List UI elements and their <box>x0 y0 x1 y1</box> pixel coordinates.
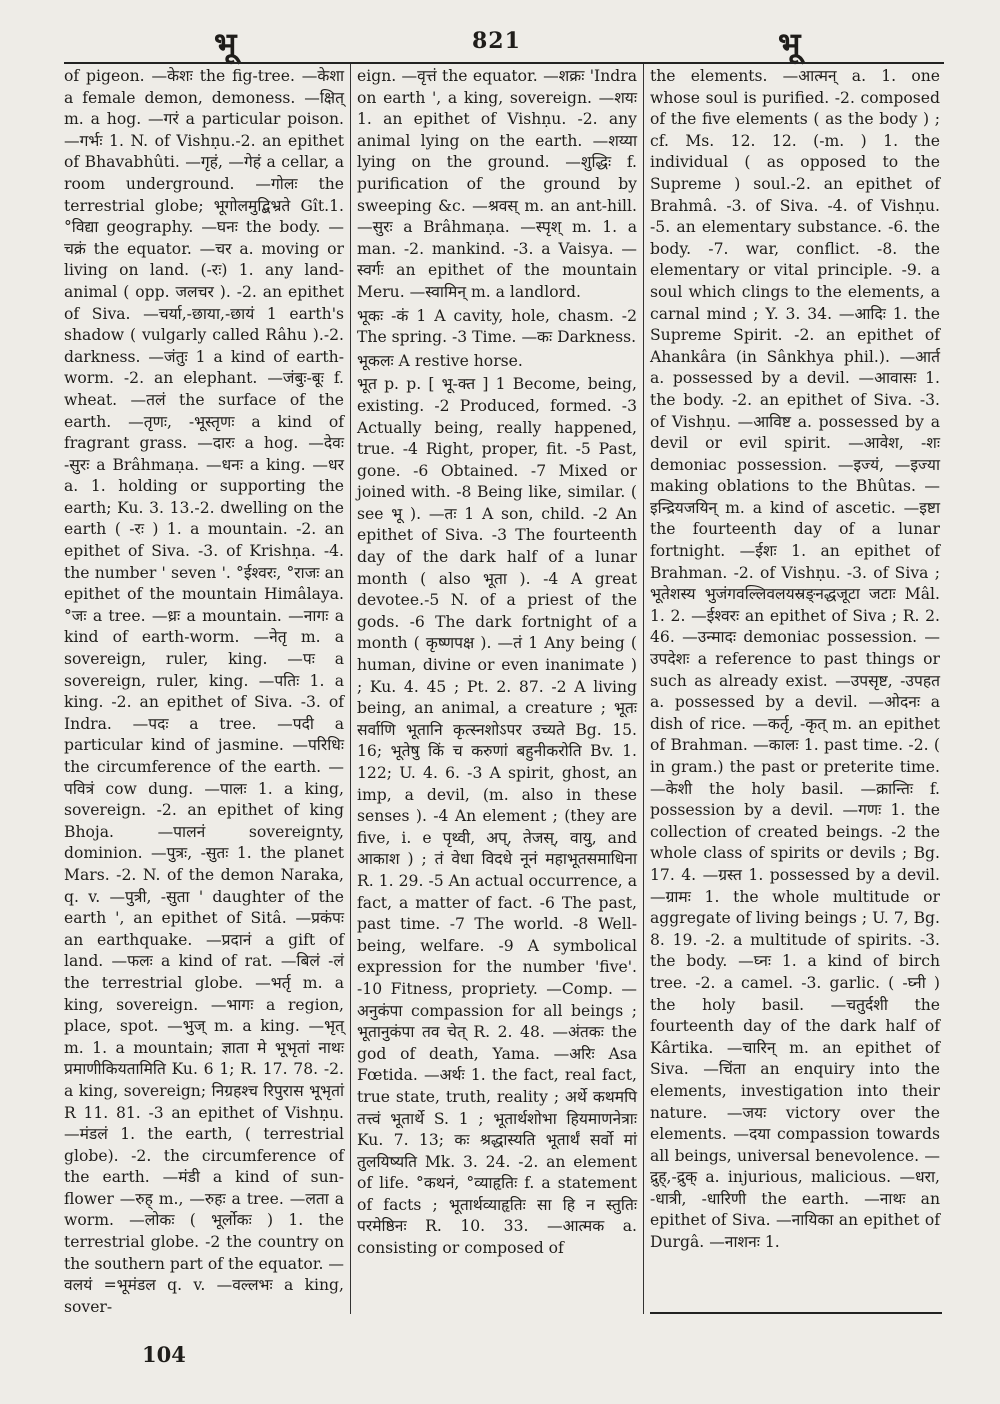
column-3 <box>650 66 940 1306</box>
header-left-guide-word: भू <box>214 25 237 63</box>
signature-mark: 104 <box>142 1342 186 1367</box>
entry-paragraph: eign. —वृत्तं the equator. —शक्रः 'Indra on earth ', a king, sovereign. —शयः 1. an epithet of Vishṇu. -2. any animal lying on the earth. —शय्या lying on the ground. —शुद्धिः f. purification of the ground by sweeping &c. —श्रवस् m. an ant-hill. —सुरः a Brâhmaṇa. —स्पृश् m. 1. a man. -2. mankind. -3. a Vaisya. —स्वर्गः an epithet of the mountain Meru. —स्वामिन् m. a landlord. <box>357 67 637 301</box>
header-right-guide-word: भू <box>778 25 801 63</box>
column-1 <box>64 66 344 1316</box>
column-divider-1 <box>350 64 351 1314</box>
column-2 <box>357 66 637 1306</box>
entry-paragraph: the elements. —आत्मन् a. 1. one whose soul is purified. -2. composed of the five elements ( as the body ) ; cf. Ms. 12. 12. (-m. ) 1. the individual ( as opposed to the Supreme ) soul.-2. an epithet of Brahmâ. -3. of Siva. -4. of Vishṇu. -5. an elementary substance. -6. the body. -7. war, conflict. -8. the elementary or vital principle. -9. a soul which clings to the elements, a carnal mind ; Y. 3. 34. —आदिः 1. the Supreme Spirit. -2. an epithet of Ahankâra (in Sânkhya phil.). —आर्त a. possessed by a devil. —आवासः 1. the body. -2. an epithet of Siva. -3. of Vishṇu. —आविष्ट a. possessed by a devil or evil spirit. —आवेश, -शः demoniac possession. —इज्यं, —इज्या making oblations to the Bhûtas. —इन्द्रियजयिन् m. a kind of ascetic. —इष्टा the fourteenth day of a lunar fortnight. —ईशः 1. an epithet of Brahman. -2. of Vishṇu. -3. of Siva ; भूतेशस्य भुजंगवल्लिवलयस्रङ्नद्धजूटा जटाः Mâl. 1. 2. —ईश्वरः an epithet of Siva ; R. 2. 46. —उन्मादः demoniac possession. — उपदेशः a reference to past things or such as already exist. —उपसृष्ट, -उपहत a. possessed by a devil. —ओदनः a dish of rice. —कर्तृ, -कृत् m. an epithet of Brahman. —कालः 1. past time. -2. ( in gram.) the past or preterite time. —केशी the holy basil. —क्रान्तिः f. possession by a devil. —गणः 1. the collection of created beings. -2 the whole class of spirits or devils ; Bg. 17. 4. —ग्रस्त 1. possessed by a devil. —ग्रामः 1. the whole multitude or aggregate of living beings ; U. 7, Bg. 8. 19. -2. a multitude of spirits. -3. the body. —घ्नः 1. a kind of birch tree. -2. a camel. -3. garlic. ( -घ्नी ) the holy basil. —चतुर्दशी the fourteenth day of the dark half of Kârtika. —चारिन् m. an epithet of Siva. —चिंता an enquiry into the elements, investigation into their nature. —जयः victory over the elements. —दया compassion towards all beings, universal benevolence. —द्रुह्,-द्रुक् a. injurious, malicious. —धरा, -धात्री, -धारिणी the earth. —नाथः an epithet of Siva. —नायिका an epithet of Durgâ. —नाशनः 1. <box>650 67 940 1252</box>
header-rule <box>64 62 944 64</box>
entry-paragraph: भूकः -कं 1 A cavity, hole, chasm. -2 The spring. -3 Time. —कः Darkness. <box>357 306 637 347</box>
footer-rule <box>650 1312 942 1314</box>
entry-paragraph: भूकलः A restive horse. <box>357 351 523 370</box>
column-divider-2 <box>643 64 644 1314</box>
entry-paragraph: of pigeon. —केशः the fig-tree. —केशा a female demon, demoness. —क्षित् m. a hog. —गरं a particular poison. —गर्भः 1. N. of Vishṇu.-2. an epithet of Bhavabhûti. —गृहं, —गेहं a cellar, a room underground. —गोलः the terrestrial globe; भूगोलमुद्बिभ्रते Gît.1. °विद्या geography. —घनः the body. —चक्रं the equator. —चर a. moving or living on land. (-रः) 1. any land-animal ( opp. जलचर ). -2. an epithet of Siva. —चर्या,-छाया,-छायं 1 earth's shadow ( vulgarly called Râhu ).-2. darkness. —जंतुः 1 a kind of earth-worm. -2. an elephant. —जंबुः-बूः f. wheat. —तलं the surface of the earth. —तृणः, -भूस्तृणः a kind of fragrant grass. —दारः a hog. —देवः -सुरः a Brâhmaṇa. —धनः a king. —धर a. 1. holding or supporting the earth; Ku. 3. 13.-2. dwelling on the earth ( -रः ) 1. a mountain. -2. an epithet of Siva. -3. of Krishṇa. -4. the number ' seven '. °ईश्वरः, °राजः an epithet of the mountain Himâlaya. °जः a tree. —ध्रः a mountain. —नागः a kind of earth-worm. —नेतृ m. a sovereign, ruler, king. —पः a sovereign, ruler, king. —पतिः 1. a king. -2. an epithet of Siva. -3. of Indra. —पदः a tree. —पदी a particular kind of jasmine. —परिधिः the circumference of the earth. —पवित्रं cow dung. —पालः 1. a king, sovereign. -2. an epithet of king Bhoja. —पालनं sovereignty, dominion. —पुत्रः, -सुतः 1. the planet Mars. -2. N. of the demon Naraka, q. v. —पुत्री, -सुता ' daughter of the earth ', an epithet of Sitâ. —प्रकंपः an earthquake. —प्रदानं a gift of land. —फलः a kind of rat. —बिलं -लं the terrestrial globe. —भर्तृ m. a king, sovereign. —भागः a region, place, spot. —भुज् m. a king. —भृत् m. 1. a mountain; ज्ञाता मे भूभृतां नाथः प्रमाणीकियतामिति Ku. 6 1; R. 17. 78. -2. a king, sovereign; निग्रहश्च रिपुरास भूभृतां R 11. 81. -3 an epithet of Vishṇu. —मंडलं 1. the earth, ( terrestrial globe). -2. the circumference of the earth. —मंडी a kind of sun-flower —रुह् m., —रुहः a tree. —लता a worm. —लोकः ( भूर्लोकः ) 1. the terrestrial globe. -2 the country on the southern part of the equator. —वलयं =भूमंडल q. v. —वल्लभः a king, sover- <box>64 67 344 1316</box>
entry-paragraph: भूत p. p. [ भू-क्त ] 1 Become, being, existing. -2 Produced, formed. -3 Actually being, really happened, true. -4 Right, proper, fit. -5 Past, gone. -6 Obtained. -7 Mixed or joined with. -8 Being like, similar. ( see भू ). —तः 1 A son, child. -2 An epithet of Siva. -3 The fourteenth day of the dark half of a lunar month ( also भूता ). -4 A great devotee.-5 N. of a priest of the gods. -6 The dark fortnight of a month ( कृष्णपक्ष ). —तं 1 Any being ( human, divine or even inanimate ) ; Ku. 4. 45 ; Pt. 2. 87. -2 A living being, an animal, a creature ; भूतः सर्वाणि भूतानि कृत्स्नशोऽपर उच्यते Bg. 15. 16; भूतेषु किं च करुणां बहुनीकरोति Bv. 1. 122; U. 4. 6. -3 A spirit, ghost, an imp, a devil, (m. also in these senses ). -4 An element ; (they are five, i. e पृथ्वी, अप्, तेजस्, वायु, and आकाश ) ; तं वेधा विदधे नूनं महाभूतसमाधिना R. 1. 29. -5 An actual occurrence, a fact, a matter of fact. -6 The past, past time. -7 The world. -8 Well-being, welfare. -9 A symbolical expression for the number 'five'. -10 Fitness, propriety. —Comp. —अनुकंपा compassion for all beings ; भूतानुकंपा तव चेत् R. 2. 48. —अंतकः the god of death, Yama. —अरिः Asa Fœtida. —अर्थः 1. the fact, real fact, true state, truth, reality ; अर्थे कथमपि तत्त्वं भूतार्थे S. 1 ; भूतार्थशोभा हियमाणनेत्राः Ku. 7. 13; कः श्रद्धास्यति भूतार्थं सर्वो मां तुलयिष्यति Mk. 3. 24. -2. an element of life. °कथनं, °व्याहृतिः f. a statement of facts ; भूतार्थव्याहृतिः सा हि न स्तुतिः परमेष्ठिनः R. 10. 33. —आत्मक a. consisting or composed of <box>357 375 637 1258</box>
page-number: 821 <box>472 28 521 54</box>
